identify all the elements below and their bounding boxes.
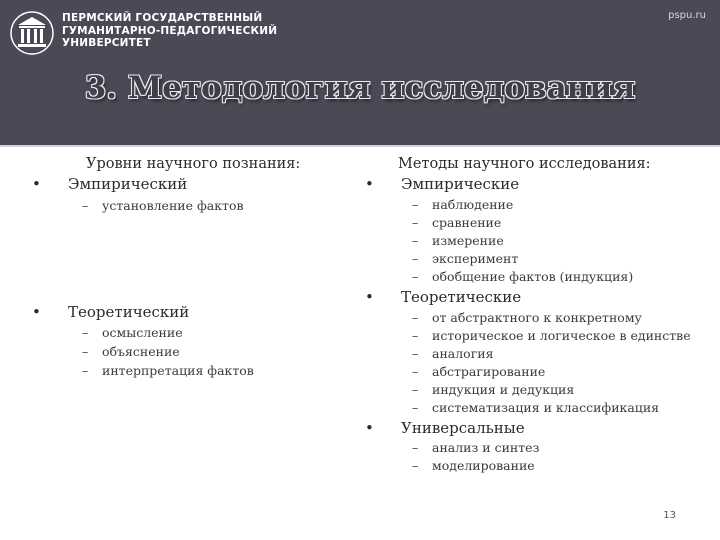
item-label: индукция и дедукция xyxy=(432,382,575,397)
dash: – xyxy=(412,364,419,379)
item-label: измерение xyxy=(432,233,504,248)
list-item xyxy=(412,346,494,361)
university-name-line-2: ГУМАНИТАРНО-ПЕДАГОГИЧЕСКИЙ xyxy=(62,24,278,37)
right-column-heading: Методы научного исследования: xyxy=(398,156,651,172)
list-item xyxy=(412,197,514,212)
item-label: абстрагирование xyxy=(432,364,546,379)
bullet: • xyxy=(365,175,374,193)
dash: – xyxy=(82,344,89,359)
list-item xyxy=(82,198,244,213)
list-item xyxy=(412,233,504,248)
left-column-heading: Уровни научного познания: xyxy=(86,156,301,172)
item-label: моделирование xyxy=(432,458,535,473)
dash: – xyxy=(412,251,419,266)
dash: – xyxy=(412,382,419,397)
dash: – xyxy=(82,363,89,378)
list-item xyxy=(412,458,535,473)
site-link[interactable]: pspu.ru xyxy=(668,10,706,21)
list-item xyxy=(82,363,254,378)
page-number: 13 xyxy=(663,510,676,521)
item-label: обобщение фактов (индукция) xyxy=(432,269,634,284)
group-label: Теоретические xyxy=(401,288,522,306)
list-item xyxy=(412,440,540,455)
left-group-empirical xyxy=(32,175,188,193)
bullet: • xyxy=(365,288,374,306)
item-label: аналогия xyxy=(432,346,494,361)
list-item xyxy=(82,344,180,359)
item-label: осмысление xyxy=(102,325,183,340)
university-name-line-3: УНИВЕРСИТЕТ xyxy=(62,37,151,49)
university-emblem-icon xyxy=(10,10,54,56)
group-label: Универсальные xyxy=(401,419,525,437)
left-group-theoretical xyxy=(32,303,190,321)
dash: – xyxy=(82,325,89,340)
dash: – xyxy=(412,269,419,284)
list-item xyxy=(412,328,691,343)
dash: – xyxy=(412,440,419,455)
slide-title: 3. Методология исследования xyxy=(84,70,636,106)
right-group-theoretical xyxy=(365,288,522,306)
item-label: интерпретация фактов xyxy=(102,363,254,378)
list-item xyxy=(412,400,660,415)
item-label: систематизация и классификация xyxy=(432,400,660,415)
item-label: историческое и логическое в единстве xyxy=(432,328,691,343)
list-item xyxy=(412,310,642,325)
group-label: Теоретический xyxy=(68,303,190,321)
list-item xyxy=(412,364,546,379)
bullet: • xyxy=(32,303,41,321)
dash: – xyxy=(412,458,419,473)
item-label: объяснение xyxy=(102,344,180,359)
list-item xyxy=(412,382,575,397)
list-item xyxy=(82,325,183,340)
dash: – xyxy=(412,310,419,325)
university-name xyxy=(62,12,277,50)
bullet: • xyxy=(32,175,41,193)
item-label: наблюдение xyxy=(432,197,514,212)
item-label: анализ и синтез xyxy=(432,440,540,455)
header-bar xyxy=(0,0,720,145)
dash: – xyxy=(412,328,419,343)
dash: – xyxy=(412,346,419,361)
header-divider xyxy=(0,145,720,147)
item-label: сравнение xyxy=(432,215,502,230)
list-item xyxy=(412,215,502,230)
right-group-empirical xyxy=(365,175,520,193)
list-item xyxy=(412,269,634,284)
dash: – xyxy=(412,400,419,415)
item-label: от абстрактного к конкретному xyxy=(432,310,642,325)
university-name-line-1: ПЕРМСКИЙ ГОСУДАРСТВЕННЫЙ xyxy=(62,12,263,24)
item-label: эксперимент xyxy=(432,251,519,266)
group-label: Эмпирический xyxy=(68,175,188,193)
right-group-universal xyxy=(365,419,525,437)
group-label: Эмпирические xyxy=(401,175,520,193)
dash: – xyxy=(412,197,419,212)
dash: – xyxy=(82,198,89,213)
dash: – xyxy=(412,215,419,230)
dash: – xyxy=(412,233,419,248)
item-label: установление фактов xyxy=(102,198,244,213)
list-item xyxy=(412,251,519,266)
bullet: • xyxy=(365,419,374,437)
